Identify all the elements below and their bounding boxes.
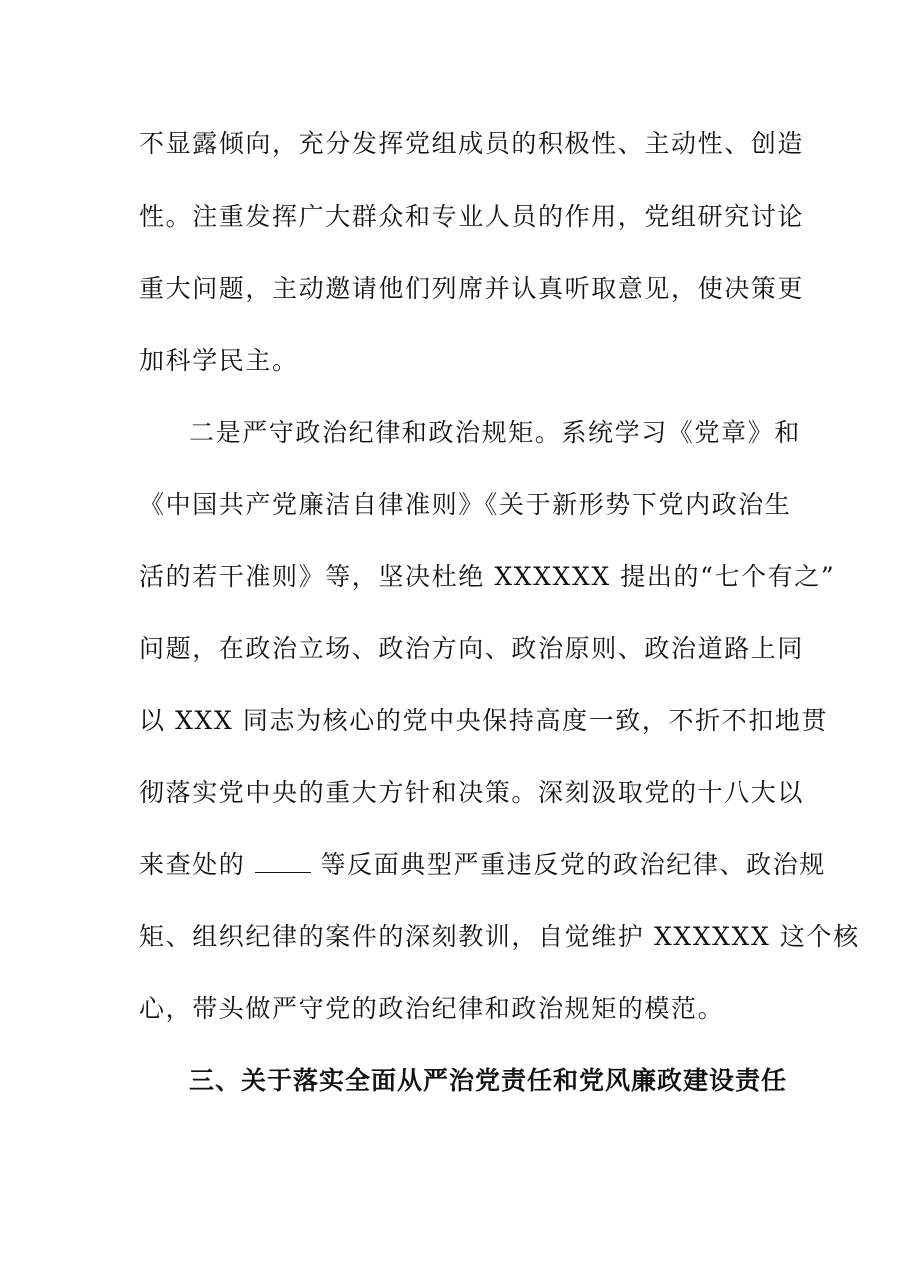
paragraph-line: 心，带头做严守党的政治纪律和政治规矩的模范。 xyxy=(139,994,725,1023)
paragraph-line: 活的若干准则》等，坚决杜绝 XXXXXX 提出的“七个有之” xyxy=(139,562,836,591)
paragraph-line: 《中国共产党廉洁自律准则》《关于新形势下党内政治生 xyxy=(139,490,792,519)
paragraph-line: 性。注重发挥广大群众和专业人员的作用，党组研究讨论 xyxy=(139,202,805,231)
paragraph-line: 重大问题，主动邀请他们列席并认真听取意见，使决策更 xyxy=(139,274,805,303)
text-before-blank: 来查处的 xyxy=(139,850,246,879)
paragraph-line: 问题，在政治立场、政治方向、政治原则、政治道路上同 xyxy=(139,634,805,663)
paragraph-line-with-blank xyxy=(139,849,826,881)
paragraph-line: 彻落实党中央的重大方针和决策。深刻汲取党的十八大以 xyxy=(139,778,805,807)
fill-in-blank xyxy=(255,850,311,873)
paragraph-first-line: 二是严守政治纪律和政治规矩。系统学习《党章》和 xyxy=(189,418,801,447)
paragraph-line: 不显露倾向，充分发挥党组成员的积极性、主动性、创造 xyxy=(139,129,805,158)
paragraph-line: 加科学民主。 xyxy=(139,346,299,375)
text-after-blank: 等反面典型严重违反党的政治纪律、政治规 xyxy=(320,850,826,879)
paragraph-line: 以 XXX 同志为核心的党中央保持高度一致，不折不扣地贯 xyxy=(139,706,829,735)
section-heading: 三、关于落实全面从严治党责任和党风廉政建设责任 xyxy=(189,1066,788,1095)
paragraph-line: 矩、组织纪律的案件的深刻教训，自觉维护 XXXXXX 这个核 xyxy=(139,922,860,951)
